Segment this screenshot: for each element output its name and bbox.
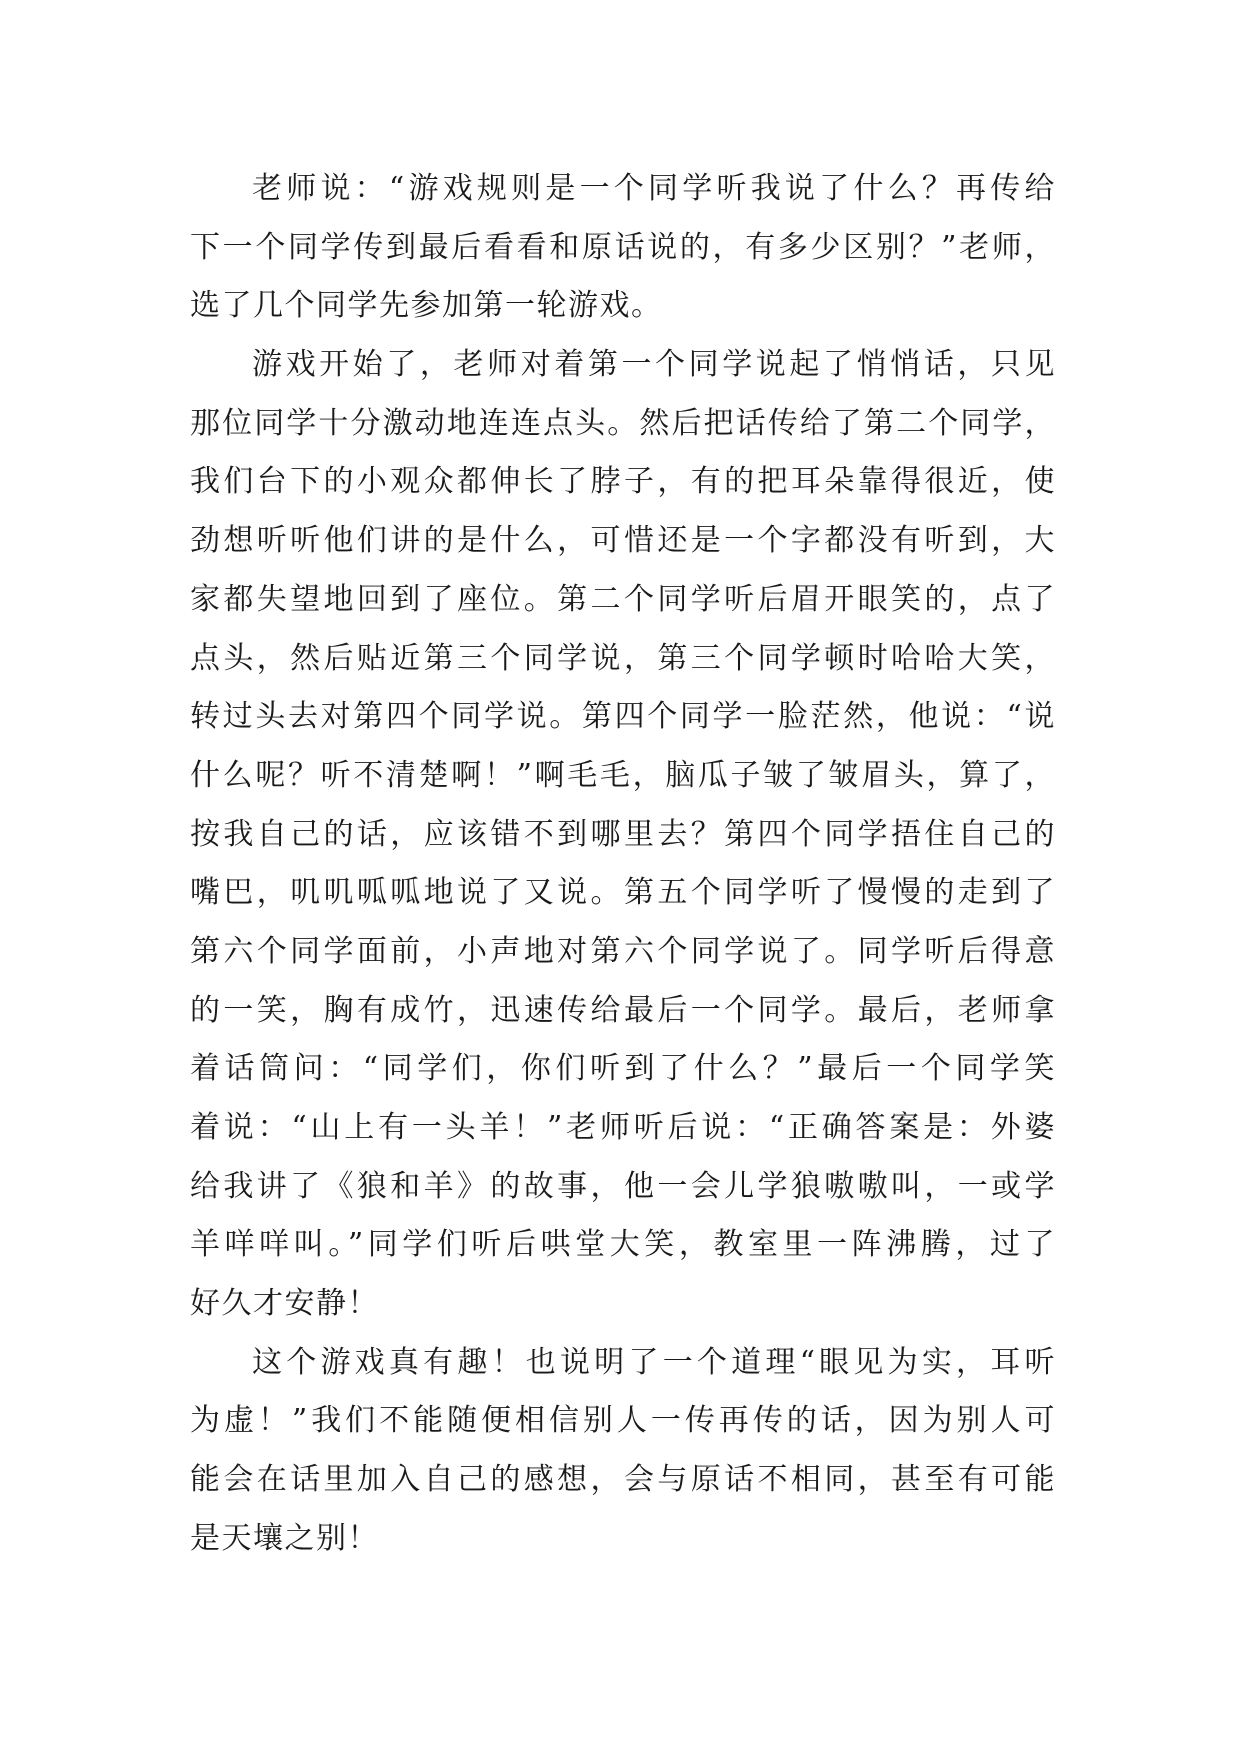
text-line: 家都失望地回到了座位。第二个同学听后眉开眼笑的，点了	[190, 581, 1056, 617]
text-line: 的一笑，胸有成竹，迅速传给最后一个同学。最后，老师拿	[190, 992, 1056, 1028]
text-line: 能会在话里加入自己的感想，会与原话不相同，甚至有可能	[190, 1462, 1056, 1498]
text-line: 第六个同学面前，小声地对第六个同学说了。同学听后得意	[190, 933, 1056, 969]
paragraph-conclusion	[190, 1334, 1056, 1569]
text-line: 游戏开始了，老师对着第一个同学说起了悄悄话，只见	[252, 347, 1056, 383]
text-line: 是天壤之别！	[190, 1520, 379, 1556]
text-line: 劲想听听他们讲的是什么，可惜还是一个字都没有听到，大	[190, 523, 1056, 559]
text-line: 这个游戏真有趣！也说明了一个道理“眼见为实，耳听	[252, 1344, 1056, 1380]
paragraph-game-rules	[190, 160, 1056, 336]
text-line: 转过头去对第四个同学说。第四个同学一脸茫然，他说：“说	[190, 699, 1056, 735]
text-line: 好久才安静！	[190, 1286, 379, 1322]
text-line: 选了几个同学先参加第一轮游戏。	[190, 288, 663, 324]
text-line: 羊咩咩叫。”同学们听后哄堂大笑，教室里一阵沸腾，过了	[190, 1227, 1056, 1263]
text-line: 老师说：“游戏规则是一个同学听我说了什么？再传给	[252, 171, 1056, 206]
text-line: 给我讲了《狼和羊》的故事，他一会儿学狼嗷嗷叫，一或学	[190, 1168, 1056, 1204]
text-line: 那位同学十分激动地连连点头。然后把话传给了第二个同学，	[190, 405, 1056, 441]
text-line: 我们台下的小观众都伸长了脖子，有的把耳朵靠得很近，使	[190, 464, 1056, 500]
text-line: 着说：“山上有一头羊！”老师听后说：“正确答案是：外婆	[190, 1110, 1056, 1145]
text-line: 什么呢？听不清楚啊！”啊毛毛，脑瓜子皱了皱眉头，算了，	[190, 757, 1056, 793]
text-line: 点头，然后贴近第三个同学说，第三个同学顿时哈哈大笑，	[190, 640, 1056, 676]
text-line: 着话筒问：“同学们，你们听到了什么？”最后一个同学笑	[190, 1051, 1056, 1087]
text-line: 为虚！”我们不能随便相信别人一传再传的话，因为别人可	[190, 1403, 1056, 1439]
text-line: 下一个同学传到最后看看和原话说的，有多少区别？”老师，	[190, 229, 1056, 265]
paragraph-game-play	[190, 336, 1056, 1334]
text-line: 按我自己的话，应该错不到哪里去？第四个同学捂住自己的	[190, 816, 1056, 852]
text-line: 嘴巴，叽叽呱呱地说了又说。第五个同学听了慢慢的走到了	[190, 875, 1056, 911]
document-page	[190, 160, 1056, 1569]
